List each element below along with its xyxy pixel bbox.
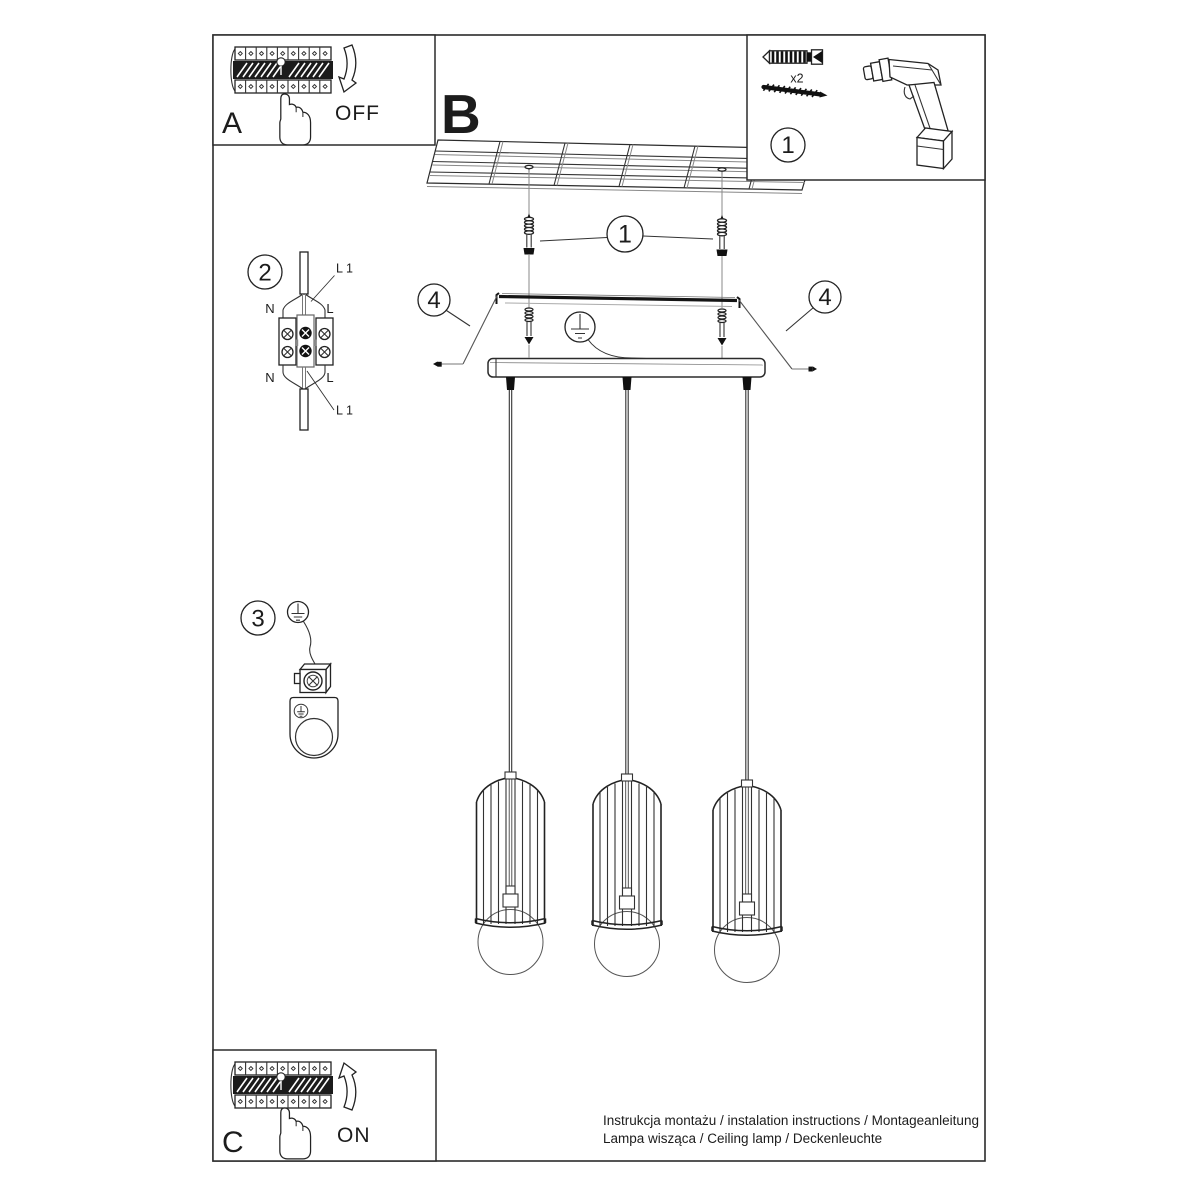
step-c-box	[213, 1050, 436, 1161]
kit-box	[747, 35, 985, 180]
ceiling-hole-mark-right	[718, 168, 726, 171]
wire-label-l1-bottom: L 1	[336, 403, 353, 418]
page-border	[213, 35, 985, 1161]
wire-label-n-bottom: N	[265, 370, 275, 385]
terminal-center	[297, 315, 314, 367]
canopy	[488, 359, 765, 378]
screws-callout-number: 1	[618, 220, 632, 249]
wire-label-l1-top: L 1	[336, 261, 353, 276]
breaker-panel-icon-a	[231, 47, 333, 93]
cord-grip-2	[623, 377, 632, 390]
step-a-box	[213, 35, 435, 145]
terminal-tab-right	[314, 340, 317, 347]
step-c-letter: C	[222, 1126, 244, 1159]
cord-grip-3	[743, 377, 752, 390]
cord-grip-1	[506, 377, 515, 390]
ground-callout-number: 3	[251, 605, 265, 633]
step-b-letter: B	[441, 83, 481, 145]
canopy-screw-callout-left: 4	[427, 287, 441, 314]
earth-symbol-small	[288, 602, 309, 623]
step-a-letter: A	[222, 107, 243, 140]
wire-label-l-bottom: L	[326, 370, 334, 385]
footer-line-2: Lampa wisząca / Ceiling lamp / Deckenleuchte	[603, 1131, 883, 1146]
wire-label-n-top: N	[265, 301, 275, 316]
breaker-panel-icon-c	[231, 1062, 333, 1108]
wiring-callout-number: 2	[258, 259, 272, 287]
wall-anchor-icon	[763, 50, 823, 64]
canopy-screw-callout-right: 4	[818, 284, 832, 311]
wire-label-l-top: L	[326, 301, 334, 316]
mounting-screw-left	[524, 214, 535, 255]
step-c-action-label: ON	[337, 1124, 371, 1147]
step-a-action-label: OFF	[335, 102, 380, 125]
terminal-tab-left	[296, 340, 298, 347]
kit-callout-number: 1	[781, 132, 795, 159]
cable-bottom	[300, 389, 308, 430]
cable-top	[300, 252, 308, 294]
footer-line-1: Instrukcja montażu / instalation instructions / Montageanleitung	[603, 1113, 979, 1128]
mounting-screw-right	[717, 215, 728, 256]
anchor-quantity-label: x2	[790, 71, 804, 86]
ground-plate	[290, 698, 338, 759]
ceiling-hole-mark-left	[525, 165, 533, 168]
